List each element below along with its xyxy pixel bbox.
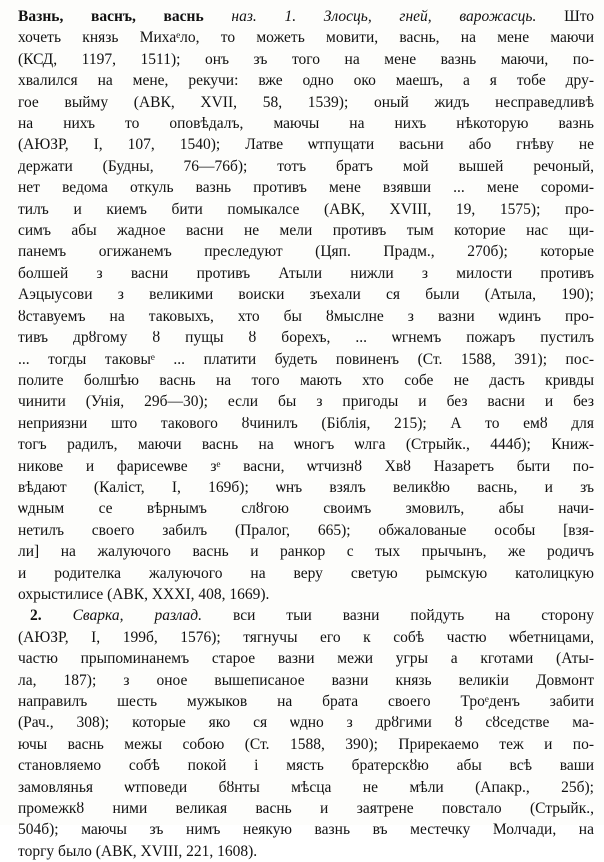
text-line: тилъ и киемъ бити помыкалсе (АВК, XVIII, 19, 1575); про- (18, 200, 594, 218)
text-line: ȣставуемъ на таковыхъ, хто бы ȣмыслне з вазни ѡдинъ про- (18, 307, 594, 325)
text-line: болшей з васни противъ Атыли нижли з милости противъ (18, 264, 594, 282)
text-line: хвалился на мене, рекучи: вже одно око маешъ, а я тобе дру- (18, 72, 594, 90)
text-line: становляемо собѣ покой і мясть братерскȣю абы всѣ ваши (18, 757, 594, 775)
text-line: частю прыпоминанемъ старое вазни межи угры а кготами (Аты- (18, 650, 594, 668)
text-line: 504б); маючы зъ нимъ неякую вазнь въ местечку Молчади, на (18, 821, 594, 839)
sense-2-label: 2. (30, 607, 42, 625)
text-line: панемъ огижанемъ преследуют (Цяп. Прадм., 270б); которые (18, 243, 594, 261)
text-line: (АЮЗР, I, 199б, 1576); тягнучы его к собѣ частю ѡбетницами, (18, 628, 594, 646)
sense-1-label: наз. 1. (231, 8, 297, 25)
text-line: торгу было (АВК, XVIII, 221, 1608). (18, 842, 258, 860)
text-line: гое выйму (АВК, XVII, 58, 1539); оный жидъ несправедливѣ (18, 93, 594, 111)
text-line: (Рач., 308); которые яко ся ѡдно з дрȣгими ȣ сȣседстве ма- (18, 714, 594, 732)
text-line: Аэцыусови з великими воиски зъехали ся были (Атыла, 190); (18, 286, 594, 304)
sense-2-gloss: Сварка, разлад. (72, 607, 203, 625)
text-line: вѣдают (Каліст, I, 169б); ѡнъ взялъ великȣю васнь, и зъ (18, 478, 594, 496)
headword: Вазнь, васнъ, васнь (18, 8, 204, 25)
text-line: замовлянья ѡтповеди бȣнты мѣсца не мѣли (Апакр., 25б); (18, 778, 594, 796)
text-line: промежкȣ ними великая васнь и заятрене повстало (Стрыйк., (18, 800, 594, 818)
sense-2-first-line (18, 605, 594, 626)
sense-1-gloss: Злосць, гней, варожасць. (323, 8, 537, 25)
text-line: тогъ радилъ, маючи васнь на ѡногъ ѡлга (Стрыйк., 444б); Книж- (18, 436, 594, 454)
text-line: ѡдным се вѣрнымъ слȣгою своимъ змовилъ, абы начи- (18, 500, 594, 518)
entry-first-line (18, 6, 594, 27)
text-line: ла, 187); з оное вышеписаное вазни князь великіи Довмонт (18, 671, 594, 689)
text-line: ючы васнь межы собою (Ст. 1588, 390); Прирекаемо теж и по- (18, 735, 594, 753)
dictionary-entry (18, 6, 594, 862)
text-line: никове и фарисеѡве зᵉ васни, ѡтчизнȣ Хвȣ Назаретъ быти по- (18, 457, 594, 475)
text-line: чинити (Унія, 29б—30); если бы з пригоды и без васни и без (18, 393, 594, 411)
text-line: охрыстилисе (АВК, XXXI, 408, 1669). (18, 585, 270, 603)
text-line: (АЮЗР, I, 107, 1540); Латве ѡтпущати васьни або гнѣву не (18, 136, 594, 154)
text-line: хочеть князь Михаᵉло, то можеть мовити, васнь, на мене маючи (18, 29, 594, 47)
text-line: тивъ дрȣгому ȣ пущы ȣ борехъ, ... ѡгнемъ пожаръ пустилъ (18, 329, 594, 347)
text-line: нет ведома откуль вазнь противъ мене взявши ... мене сороми- (18, 179, 594, 197)
text-line: симъ абы жадное васни не мели противъ тым которие нас щи- (18, 222, 594, 240)
text-line: направилъ шесть мужыков на брата своего Троᵉденъ забити (18, 693, 594, 710)
text-line: держати (Будны, 76—76б); тотъ братъ мой вышей речоный, (18, 157, 594, 175)
text-line: неприязни што такового ȣчинилъ (Біблія, 215); А то емȣ для (18, 414, 594, 432)
sense-2-text: вси тыи вазни пойдуть на сторону (232, 607, 594, 625)
text-line: ... тогды таковыᵉ ... платити будеть повиненъ (Ст. 1588, 391); пос- (18, 350, 594, 368)
text-line: полите болшѣю васнь на того мають хто собе не дасть кривды (18, 371, 594, 389)
text-line: и родителка жалуючого на веру светую рымскую католицкую (18, 564, 594, 582)
text-line: (КСД, 1197, 1511); онъ зъ того на мене вазнь маючи, по- (18, 50, 594, 68)
text-line: на нихъ то оповѣдалъ, маючы на нихъ нѣкоторую вазнь (18, 115, 594, 133)
text-line: нетилъ своего забилъ (Пралог, 665); обжалованые особы [взя- (18, 521, 594, 539)
sense-1-text: Што (564, 8, 595, 25)
text-line: ли] на жалуючого васнь и ранкор с тых прычынъ, же родичъ (18, 543, 594, 561)
